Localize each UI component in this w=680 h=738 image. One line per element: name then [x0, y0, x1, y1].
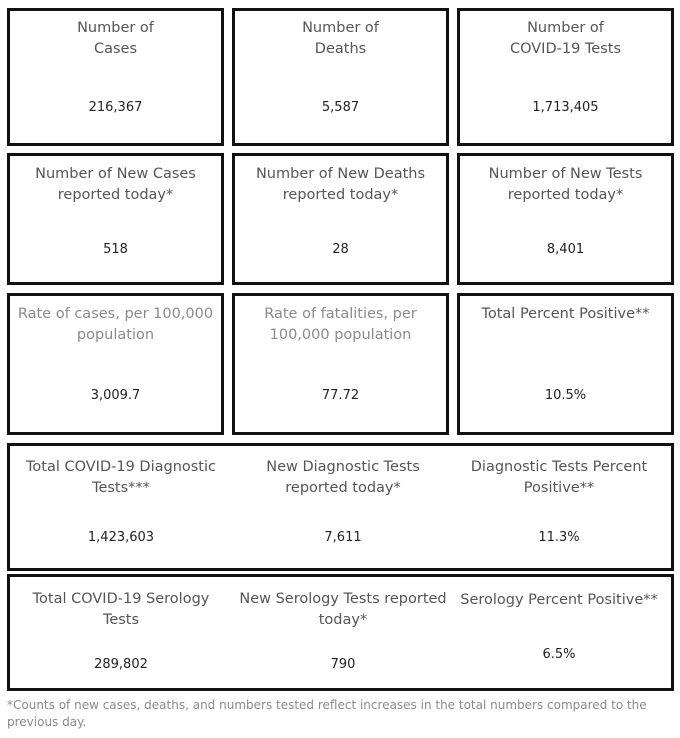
cases-label: Number of Cases [77, 20, 154, 57]
serology-new-value: 790 [330, 657, 356, 672]
new-cases-value: 518 [103, 242, 128, 257]
diagnostic-new-label: New Diagnostic Tests reported today* [266, 459, 420, 496]
fatality-rate-value: 77.72 [321, 388, 360, 403]
cases-value: 216,367 [88, 100, 143, 115]
case-rate-card [7, 293, 224, 435]
serology-new-label: New Serology Tests reported today* [239, 591, 447, 628]
new-tests-label: Number of New Tests reported today* [488, 166, 643, 203]
serology-positive-value: 6.5% [542, 647, 576, 662]
percent-positive-card [457, 293, 674, 435]
diagnostic-new-value: 7,611 [324, 530, 362, 545]
deaths-card [232, 8, 449, 146]
new-tests-value: 8,401 [546, 242, 585, 257]
case-rate-label: Rate of cases, per 100,000 population [17, 306, 214, 343]
fatality-rate-label: Rate of fatalities, per 100,000 population [264, 306, 417, 343]
new-deaths-card [232, 153, 449, 285]
deaths-label: Number of Deaths [302, 20, 379, 57]
serology-panel [7, 574, 674, 691]
tests-label: Number of COVID-19 Tests [509, 20, 622, 57]
new-deaths-value: 28 [332, 242, 349, 257]
diagnostic-positive-label: Diagnostic Tests Percent Positive** [470, 459, 648, 496]
diagnostic-panel [7, 443, 674, 571]
deaths-value: 5,587 [321, 100, 360, 115]
new-cases-card [7, 153, 224, 285]
diagnostic-total-value: 1,423,603 [87, 530, 155, 545]
diagnostic-positive-value: 11.3% [538, 530, 580, 545]
percent-positive-label: Total Percent Positive** [481, 306, 650, 322]
tests-value: 1,713,405 [532, 100, 599, 115]
footnote: *Counts of new cases, deaths, and numbers tested reflect increases in the total numbers compared to the previous day. [7, 698, 647, 729]
case-rate-value: 3,009.7 [90, 388, 141, 403]
serology-positive-label: Serology Percent Positive** [460, 592, 658, 608]
new-cases-label: Number of New Cases reported today* [35, 166, 196, 203]
serology-total-label: Total COVID-19 Serology Tests [32, 591, 210, 628]
cases-card [7, 8, 224, 146]
new-deaths-label: Number of New Deaths reported today* [255, 166, 426, 203]
fatality-rate-card [232, 293, 449, 435]
new-tests-card [457, 153, 674, 285]
serology-total-value: 289,802 [94, 657, 148, 672]
tests-card [457, 8, 674, 146]
percent-positive-value: 10.5% [544, 388, 587, 403]
diagnostic-total-label: Total COVID-19 Diagnostic Tests*** [26, 459, 216, 496]
